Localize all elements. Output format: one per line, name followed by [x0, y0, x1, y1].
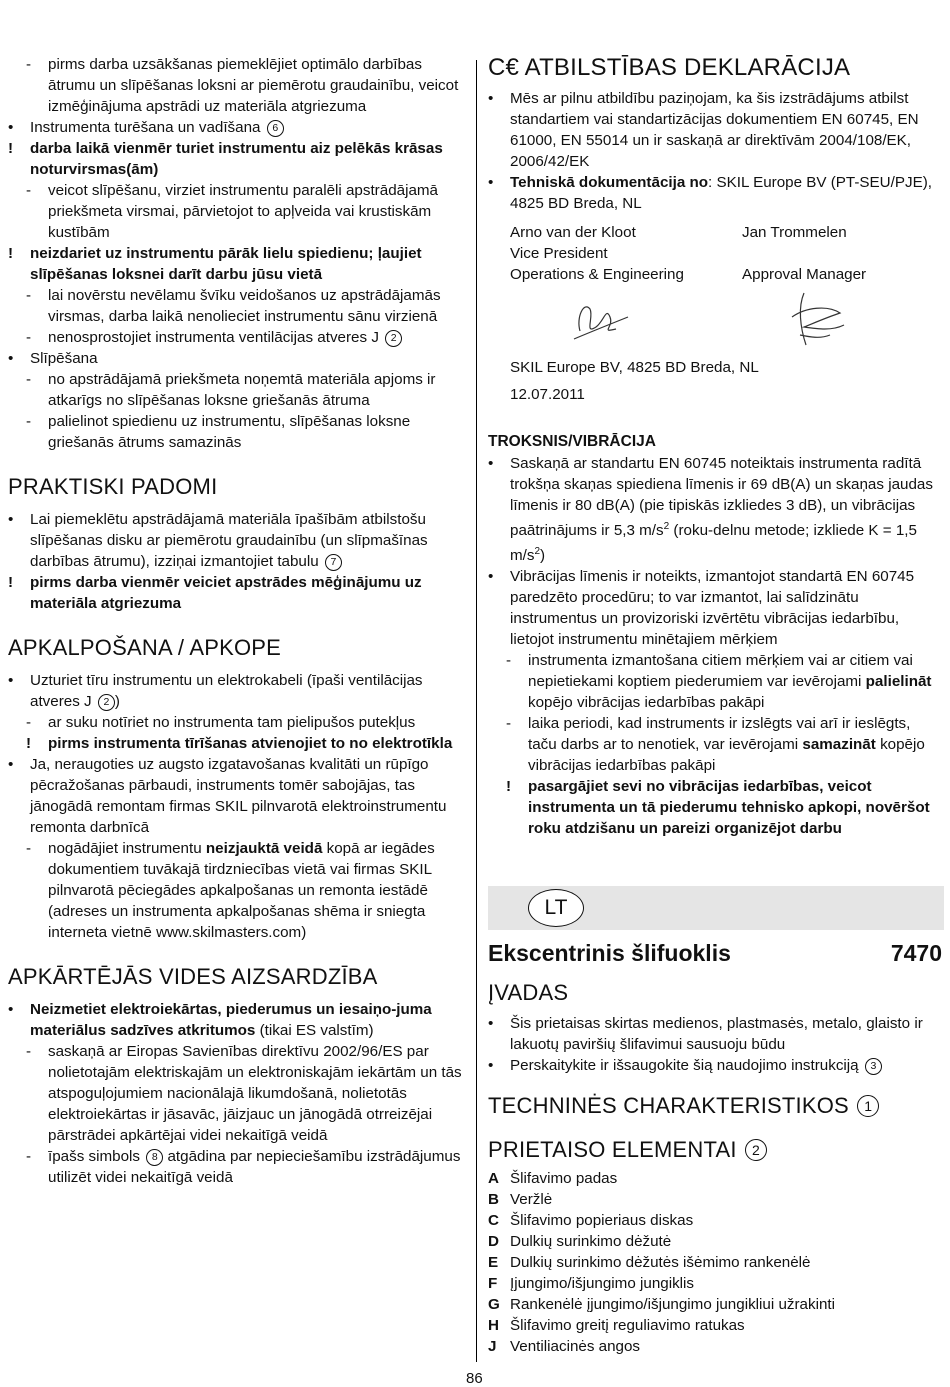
- element-label: Dulkių surinkimo dėžutė: [510, 1233, 672, 1250]
- list-item: - instrumenta izmantošana citiem mērķiem vai ar citiem vai nepietiekami koptiem piederumiem var ievērojami palielināt kopējo vibrācijas iedarbības pakāpi: [506, 652, 932, 712]
- signature-2: [792, 293, 844, 345]
- element-key: H: [488, 1317, 499, 1334]
- warning-item: ! neizdariet uz instrumentu pārāk lielu spiedienu; ļaujiet slīpēšanas loksnei darīt darbu jūsu vietā: [8, 245, 422, 283]
- signatories: Arno van der Kloot Jan Trommelen Vice President Operations & Engineering Approval Manager: [510, 224, 867, 283]
- list-item: - veicot slīpēšanu, virziet instrumentu paralēli apstrādājamā priekšmeta virsmai, pārvietojot to apļveida vai krustiskām kustībām: [26, 182, 439, 241]
- list-item: - no apstrādājamā priekšmeta noņemtā materiāla apjoms ir atkarīgs no slīpēšanas loksne griešanās ātruma: [26, 371, 436, 409]
- lt-section: [488, 940, 942, 1357]
- warning-item: ! pirms darba vienmēr veiciet apstrādes mēģinājumu uz materiāla atgriezuma: [8, 574, 422, 612]
- section-title: PRIETAISO ELEMENTAI 2: [488, 1136, 942, 1164]
- element-item: [488, 1189, 942, 1210]
- signatures: [488, 287, 928, 351]
- element-key: C: [488, 1212, 499, 1229]
- list-item: - saskaņā ar Eiropas Savienības direktīvu 2002/96/ES par nolietotajām elektriskajām un elektroniskajām iekārtām un tās atspoguļojumiem nacionālajā likumdošanā, nolietotās elektroiekārtas ir jāsavāc, jāizjauc un jānogādā otrreizējai pārstrādei apkārtējai videi nekaitīgā veidā: [26, 1043, 462, 1144]
- element-label: Ventiliacinės angos: [510, 1338, 641, 1355]
- element-label: Rankenėlė įjungimo/išjungimo jungikliui užrakinti: [510, 1296, 836, 1313]
- ce-mark-icon: C€: [488, 54, 520, 81]
- warning-item: ! pasargājiet sevi no vibrācijas iedarbības, veicot instrumenta un tā piederumu tehnisko apkopi, novēršot roku atdzišanu un pareizi organizējot darbu: [506, 778, 930, 838]
- page-number: 86: [466, 1370, 483, 1387]
- list-item: • Neizmetiet elektroiekārtas, piederumus un iesaiņo-juma materiālus sadzīves atkritumos (tikai ES valstīm): [8, 1001, 432, 1039]
- section-title: PRAKTISKI PADOMI: [8, 474, 218, 499]
- element-label: Šlifavimo greitį reguliavimo ratukas: [510, 1317, 745, 1334]
- ref-number: 2: [745, 1139, 767, 1161]
- section-title: TECHNINĖS CHARAKTERISTIKOS 1: [488, 1092, 942, 1120]
- element-item: [488, 1210, 942, 1231]
- list-item: • Vibrācijas līmenis ir noteikts, izmantojot standartā EN 60745 paredzēto procedūru; to var izmantot, lai salīdzinātu instrumentus un provizoriski izvērtētu vibrācijas iedarbību, lietojot instrumentu minētajiem mērķiem: [488, 568, 915, 649]
- element-item: [488, 1168, 942, 1189]
- list-item: - nogādājiet instrumentu neizjauktā veidā kopā ar iegādes dokumentiem tuvākajā tirdzniecības vietā vai firmas SKIL pilnvarotā pēciegādes apkalpošanas un remonta iestādē (adreses un instrumenta apkalpošanas shēma ir sniegta interneta vietnē www.skilmasters.com): [26, 840, 435, 941]
- ref-number: 6: [267, 120, 284, 137]
- element-item: [488, 1315, 942, 1336]
- section-title: TROKSNIS/VIBRĀCIJA: [488, 433, 656, 450]
- list-item: • Ja, neraugoties uz augsto izgatavošanas kvalitāti un rūpīgo pēcražošanas pārbaudi, instruments tomēr sabojājas, tas jānogādā remontam firmas SKIL pilnvarotā elektroinstrumentu remonta darbnīcā: [8, 756, 447, 836]
- element-item: [488, 1294, 942, 1315]
- ref-number: 2: [385, 330, 402, 347]
- element-key: F: [488, 1275, 498, 1292]
- list-item: • Saskaņā ar standartu EN 60745 noteiktais instrumenta radītā trokšņa skaņas spiediena līmenis ir 69 dB(A) un skaņas jaudas līmenis ir 80 dB(A) (pie tipiskās izkliedes 3 dB), un vibrācijas paātrinājums ir 5,3 $m/s^2$ (roku-delnu metode; izkliede K = 1,5 $m/s^2$): [488, 455, 933, 565]
- element-key: G: [488, 1296, 500, 1313]
- ref-number: 8: [146, 1149, 163, 1166]
- language-badge: LT: [528, 889, 584, 927]
- list-item: • Slīpēšana: [8, 350, 98, 367]
- list-item: • Mēs ar pilnu atbildību paziņojam, ka šis izstrādājums atbilst standartiem vai standartizācijas dokumentiem EN 60745, EN 61000, EN 55014 un ir saskaņā ar direktīvām 2004/108/EK, 2006/42/EK: [488, 90, 919, 170]
- left-column: [8, 54, 464, 1188]
- warning-item: ! pirms instrumenta tīrīšanas atvienojiet to no elektrotīkla: [26, 735, 453, 752]
- list-item: • Instrumenta turēšana un vadīšana 6: [8, 117, 464, 138]
- column-divider: [476, 60, 477, 1362]
- right-column: [488, 54, 942, 839]
- element-key: D: [488, 1233, 499, 1250]
- element-label: Šlifavimo popieriaus diskas: [510, 1212, 694, 1229]
- product-code: 7470: [890, 940, 942, 966]
- element-item: [488, 1273, 942, 1294]
- element-label: Šlifavimo padas: [510, 1170, 618, 1187]
- section-title: APKĀRTĒJĀS VIDES AIZSARDZĪBA: [8, 964, 378, 989]
- warning-item: ! darba laikā vienmēr turiet instrumentu aiz pelēkās krāsas noturvirsmas(ām): [8, 140, 443, 178]
- element-label: Dulkių surinkimo dėžutės išėmimo rankenėlė: [510, 1254, 811, 1271]
- element-item: [488, 1252, 942, 1273]
- element-key: A: [488, 1170, 499, 1187]
- section-title: APKALPOŠANA / APKOPE: [8, 635, 282, 660]
- list-item: • Lai piemeklētu apstrādājamā materiāla īpašībām atbilstošu slīpēšanas disku ar piemērotu graudainību (un slīpmašīnas darbības ātrumu), izziņai izmantojiet tabulu 7: [8, 511, 428, 570]
- list-item: - ar suku notīriet no instrumenta tam pielipušos putekļus: [26, 714, 416, 731]
- list-item: • Tehniskā dokumentācija no: SKIL Europe BV (PT-SEU/PJE), 4825 BD Breda, NL: [488, 174, 933, 212]
- company-address: SKIL Europe BV, 4825 BD Breda, NL: [510, 359, 759, 376]
- product-header: [488, 940, 942, 967]
- list-item: - pirms darba uzsākšanas piemeklējiet optimālo darbības ātrumu un slīpēšanas loksni ar piemērotu graudainību, veicot izmēģinājuma apstrādi uz materiāla atgriezuma: [26, 56, 459, 115]
- section-title: C€ ATBILSTĪBAS DEKLARĀCIJA: [488, 54, 851, 81]
- list-item: - laika periodi, kad instruments ir izslēgts vai arī ir ieslēgts, taču darbs ar to nenotiek, var ievērojami samazināt kopējo vibrācijas iedarbības pakāpi: [506, 715, 925, 775]
- ref-number: 1: [857, 1095, 879, 1117]
- element-label: Veržlė: [510, 1191, 553, 1208]
- list-item: - īpašs simbols 8 atgādina par nepieciešamību izstrādājumus utilizēt videi nekaitīgā veidā: [26, 1148, 461, 1186]
- element-key: B: [488, 1191, 499, 1208]
- declaration-date: 12.07.2011: [510, 386, 585, 403]
- ref-number: 2: [98, 694, 115, 711]
- element-item: [488, 1231, 942, 1252]
- list-item: • Perskaitykite ir išsaugokite šią naudojimo instrukciją 3: [488, 1055, 942, 1076]
- signature-1: [574, 307, 628, 339]
- element-label: Įjungimo/išjungimo jungiklis: [510, 1275, 695, 1292]
- element-item: [488, 1336, 942, 1357]
- elements-list: [488, 1168, 942, 1357]
- list-item: - lai novērstu nevēlamu švīku veidošanos uz apstrādājamās virsmas, darba laikā nenolieciet instrumentu sānu virzienā: [26, 287, 441, 325]
- list-item: • Šis prietaisas skirtas medienos, plastmasės, metalo, glaisto ir lakuotų paviršių šlifavimui sausuoju būdu: [488, 1015, 923, 1053]
- list-item: • Uzturiet tīru instrumentu un elektrokabeli (īpaši ventilācijas atveres J 2 ): [8, 672, 423, 710]
- product-name: Ekscentrinis šlifuoklis: [488, 940, 731, 966]
- element-key: E: [488, 1254, 499, 1271]
- element-key: J: [488, 1338, 497, 1355]
- section-title: ĮVADAS: [488, 980, 569, 1005]
- list-item: - palielinot spiedienu uz instrumentu, slīpēšanas loksne griešanās ātrums samazinās: [26, 413, 411, 451]
- ref-number: 3: [865, 1058, 882, 1075]
- list-item: - nenosprostojiet instrumenta ventilācijas atveres J 2: [8, 327, 464, 348]
- ref-number: 7: [325, 554, 342, 571]
